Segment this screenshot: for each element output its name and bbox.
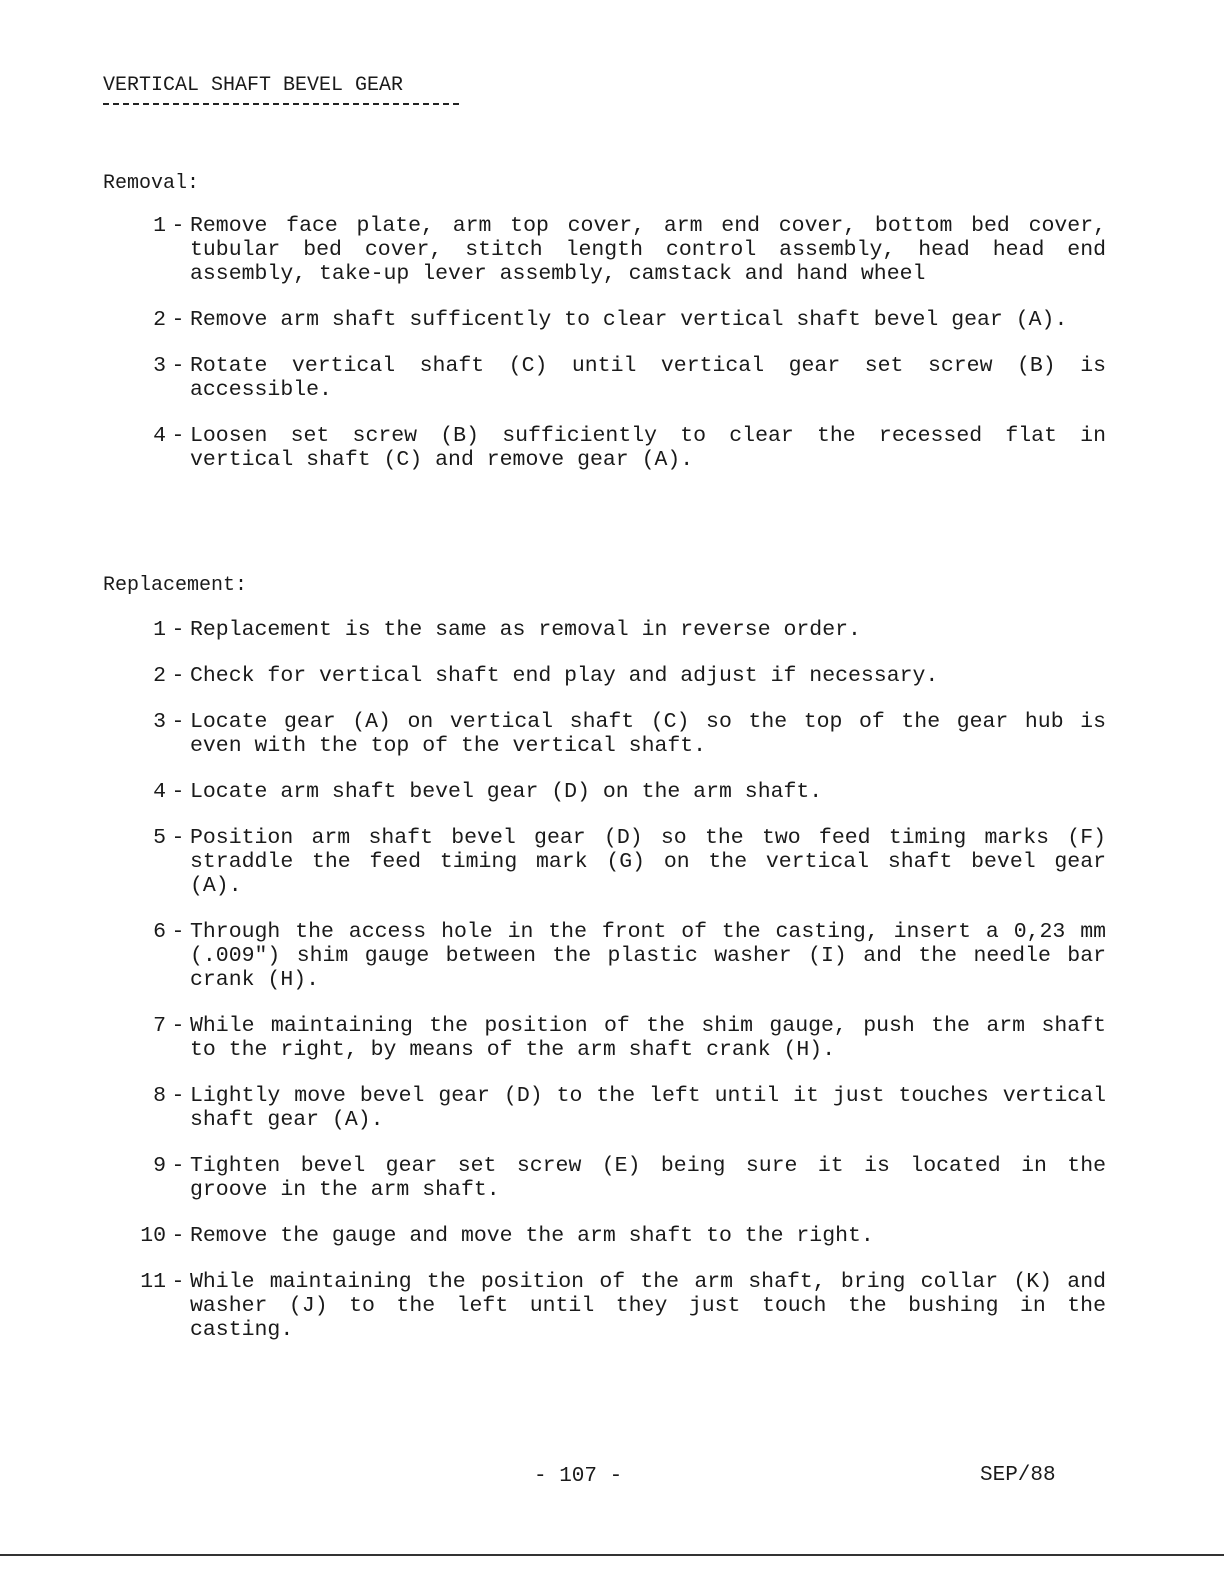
step-text: Remove face plate, arm top cover, arm end cover, bottom bed cover, tubular bed cover, stitch length control assembly, head head end assembly, take-up lever assembly, camstack and hand wheel: [190, 214, 1106, 286]
step-number: 4: [153, 424, 166, 448]
step-dash: -: [171, 354, 185, 378]
revision-date: SEP/88: [980, 1464, 1056, 1487]
list-item: [118, 1014, 1106, 1062]
step-number: 2: [153, 664, 166, 688]
step-dash: -: [171, 618, 185, 642]
step-text: Rotate vertical shaft (C) until vertical gear set screw (B) is accessible.: [190, 354, 1106, 402]
bottom-rule: [0, 1554, 1224, 1556]
step-number: 1: [153, 214, 166, 238]
step-dash: -: [171, 1014, 185, 1038]
step-number: 4: [153, 780, 166, 804]
list-item: [118, 618, 1106, 642]
step-text: Loosen set screw (B) sufficiently to clear the recessed flat in vertical shaft (C) and remove gear (A).: [190, 424, 1106, 472]
list-item: [118, 1084, 1106, 1132]
step-text: Locate arm shaft bevel gear (D) on the arm shaft.: [190, 780, 823, 804]
step-number: 11: [140, 1270, 166, 1294]
page-number: - 107 -: [534, 1465, 623, 1488]
list-item: [118, 354, 1106, 402]
list-item: [118, 1224, 1106, 1248]
step-number: 9: [153, 1154, 166, 1178]
removal-steps: [118, 214, 1106, 494]
step-number: 6: [153, 920, 166, 944]
step-dash: -: [171, 710, 185, 734]
list-item: [118, 780, 1106, 804]
step-text: While maintaining the position of the shim gauge, push the arm shaft to the right, by means of the arm shaft crank (H).: [190, 1014, 1106, 1062]
list-item: [118, 214, 1106, 286]
step-text: Replacement is the same as removal in reverse order.: [190, 618, 861, 642]
step-dash: -: [171, 826, 185, 850]
replacement-heading: Replacement:: [103, 574, 248, 597]
step-text: Tighten bevel gear set screw (E) being sure it is located in the groove in the arm shaft.: [190, 1154, 1106, 1202]
list-item: [118, 710, 1106, 758]
step-number: 8: [153, 1084, 166, 1108]
step-text: Remove the gauge and move the arm shaft to the right.: [190, 1224, 874, 1248]
step-number: 3: [153, 710, 166, 734]
step-text: Through the access hole in the front of the casting, insert a 0,23 mm (.009") shim gauge between the plastic washer (I) and the needle bar crank (H).: [190, 920, 1106, 992]
step-dash: -: [171, 1270, 185, 1294]
step-dash: -: [171, 1224, 185, 1248]
step-dash: -: [171, 1154, 185, 1178]
step-number: 5: [153, 826, 166, 850]
step-number: 3: [153, 354, 166, 378]
step-number: 10: [140, 1224, 166, 1248]
list-item: [118, 920, 1106, 992]
step-text: Locate gear (A) on vertical shaft (C) so the top of the gear hub is even with the top of the vertical shaft.: [190, 710, 1106, 758]
step-dash: -: [171, 780, 185, 804]
step-dash: -: [171, 424, 185, 448]
removal-heading: Removal:: [103, 172, 200, 195]
step-dash: -: [171, 920, 185, 944]
step-dash: -: [171, 214, 185, 238]
list-item: [118, 1270, 1106, 1342]
list-item: [118, 664, 1106, 688]
list-item: [118, 826, 1106, 898]
step-number: 1: [153, 618, 166, 642]
step-text: Check for vertical shaft end play and adjust if necessary.: [190, 664, 939, 688]
list-item: [118, 1154, 1106, 1202]
list-item: [118, 424, 1106, 472]
step-dash: -: [171, 308, 185, 332]
step-number: 7: [153, 1014, 166, 1038]
step-text: Lightly move bevel gear (D) to the left until it just touches vertical shaft gear (A).: [190, 1084, 1106, 1132]
replacement-steps: [118, 618, 1106, 1364]
step-text: Position arm shaft bevel gear (D) so the two feed timing marks (F) straddle the feed timing mark (G) on the vertical shaft bevel gear (A).: [190, 826, 1106, 898]
step-dash: -: [171, 664, 185, 688]
step-text: While maintaining the position of the arm shaft, bring collar (K) and washer (J) to the left until they just touch the bushing in the casting.: [190, 1270, 1106, 1342]
step-dash: -: [171, 1084, 185, 1108]
step-text: Remove arm shaft sufficently to clear vertical shaft bevel gear (A).: [190, 308, 1068, 332]
page-title: VERTICAL SHAFT BEVEL GEAR: [103, 74, 404, 97]
step-number: 2: [153, 308, 166, 332]
list-item: [118, 308, 1106, 332]
title-underline: [103, 103, 459, 105]
